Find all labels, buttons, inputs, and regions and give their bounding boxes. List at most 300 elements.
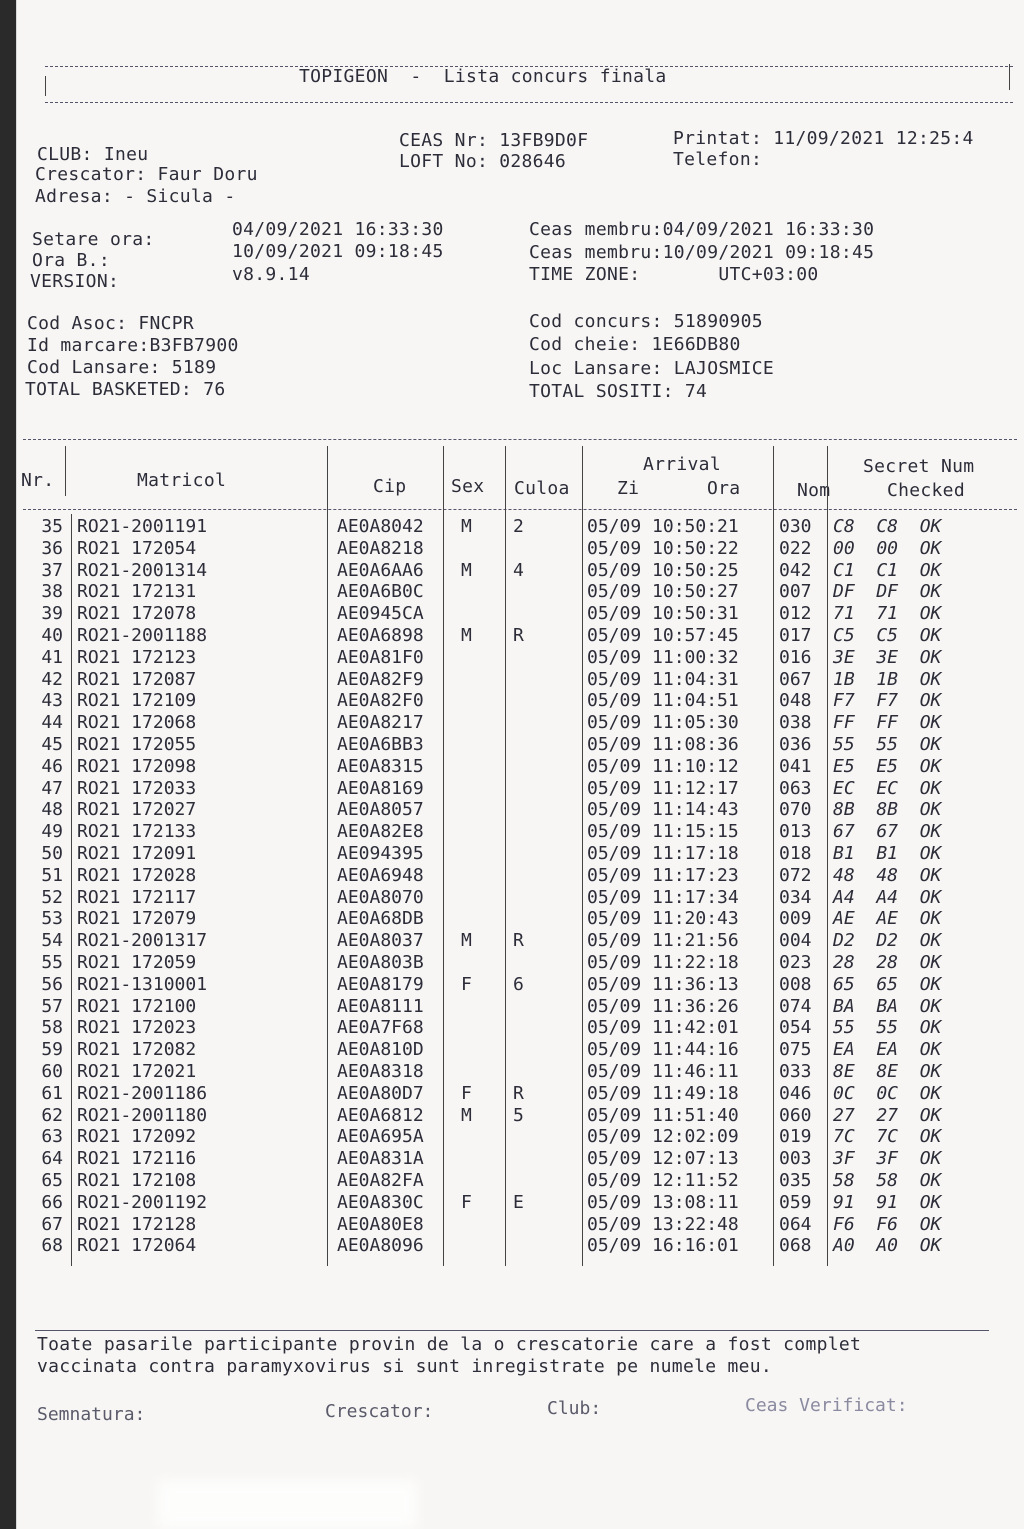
cell-arrival: 05/09 10:50:31 bbox=[587, 603, 739, 625]
cell-nom: 060 bbox=[779, 1104, 812, 1126]
cell-nr: 40 bbox=[41, 625, 63, 646]
version-label: VERSION: bbox=[30, 271, 120, 292]
cell-cip: AE0A830C bbox=[337, 1191, 424, 1213]
cell-matricol: RO21 172100 bbox=[77, 995, 197, 1017]
cell-secret: FF FF OK bbox=[833, 712, 942, 734]
cell-secret: 3E 3E OK bbox=[833, 646, 942, 668]
cell-nr: 63 bbox=[41, 1126, 63, 1148]
cell-nom: 034 bbox=[779, 886, 812, 908]
cell-nr: 55 bbox=[41, 952, 63, 973]
cell-nr: 59 bbox=[41, 1039, 63, 1061]
ora-b-value: 10/09/2021 09:18:45 bbox=[232, 241, 444, 262]
cell-cip: AE0A8111 bbox=[337, 995, 424, 1017]
cell-nom: 016 bbox=[779, 646, 812, 668]
cell-nom: 003 bbox=[779, 1148, 812, 1170]
table-row bbox=[17, 538, 1024, 560]
table-row bbox=[17, 778, 1024, 800]
cell-nom: 012 bbox=[779, 603, 812, 625]
table-row bbox=[17, 516, 1024, 538]
cell-sex: M bbox=[461, 1104, 472, 1126]
cell-secret: C1 C1 OK bbox=[833, 559, 942, 581]
loft-no: LOFT No: 028646 bbox=[399, 151, 567, 172]
cell-cip: AE094395 bbox=[337, 843, 424, 864]
cell-sex: F bbox=[461, 1191, 472, 1213]
cell-cip: AE0A6812 bbox=[337, 1104, 424, 1126]
table-row bbox=[17, 603, 1024, 625]
table-row bbox=[17, 734, 1024, 756]
table-row bbox=[17, 669, 1024, 691]
cell-cip: AE0A8042 bbox=[337, 516, 424, 537]
cell-nr: 64 bbox=[41, 1148, 63, 1170]
cell-culoa: R bbox=[513, 930, 524, 952]
cell-secret: 48 48 OK bbox=[833, 864, 942, 886]
total-sositi: TOTAL SOSITI: 74 bbox=[529, 381, 708, 402]
cell-matricol: RO21 172128 bbox=[77, 1213, 197, 1235]
cell-secret: 0C 0C OK bbox=[833, 1082, 942, 1104]
header-cip: Cip bbox=[373, 476, 407, 497]
printout-paper bbox=[16, 0, 1024, 1529]
table-header-top-rule bbox=[23, 439, 1017, 440]
cell-matricol: RO21-1310001 bbox=[77, 973, 208, 995]
cell-matricol: RO21 172028 bbox=[77, 864, 197, 886]
cell-sex: F bbox=[461, 1082, 472, 1104]
cell-cip: AE0A80E8 bbox=[337, 1213, 424, 1235]
cell-secret: C8 C8 OK bbox=[833, 516, 942, 537]
cell-arrival: 05/09 11:20:43 bbox=[587, 908, 739, 930]
table-row bbox=[17, 1148, 1024, 1170]
cell-cip: AE0A8179 bbox=[337, 973, 424, 995]
cell-matricol: RO21 172054 bbox=[77, 537, 197, 559]
cell-nom: 023 bbox=[779, 952, 812, 973]
cell-arrival: 05/09 12:02:09 bbox=[587, 1126, 739, 1148]
cell-nom: 004 bbox=[779, 930, 812, 952]
table-row bbox=[17, 930, 1024, 952]
cell-nr: 46 bbox=[41, 755, 63, 777]
cell-matricol: RO21 172055 bbox=[77, 734, 197, 755]
ceas-nr: CEAS Nr: 13FB9D0F bbox=[399, 130, 589, 151]
header-ora: Ora bbox=[707, 478, 741, 499]
cell-nom: 033 bbox=[779, 1061, 812, 1082]
ora-b-label: Ora B.: bbox=[32, 250, 110, 271]
cell-nr: 44 bbox=[41, 712, 63, 734]
cell-matricol: RO21 172023 bbox=[77, 1017, 197, 1039]
cell-secret: F7 F7 OK bbox=[833, 690, 942, 712]
cell-nom: 018 bbox=[779, 843, 812, 864]
cell-secret: 28 28 OK bbox=[833, 952, 942, 973]
cell-cip: AE0A82FA bbox=[337, 1170, 424, 1191]
cell-matricol: RO21 172117 bbox=[77, 886, 197, 908]
cell-nom: 067 bbox=[779, 668, 812, 690]
cell-arrival: 05/09 11:04:31 bbox=[587, 668, 739, 690]
table-row bbox=[17, 908, 1024, 930]
cell-nr: 54 bbox=[41, 930, 63, 952]
cell-secret: B1 B1 OK bbox=[833, 843, 942, 864]
cell-arrival: 05/09 10:50:27 bbox=[587, 581, 739, 603]
header-secret: Secret Num bbox=[863, 456, 975, 477]
ceas-membru-1: Ceas membru:04/09/2021 16:33:30 bbox=[529, 219, 875, 240]
cell-arrival: 05/09 11:17:18 bbox=[587, 843, 739, 864]
cell-matricol: RO21 172133 bbox=[77, 821, 197, 843]
cell-secret: 8E 8E OK bbox=[833, 1061, 942, 1082]
cell-nr: 42 bbox=[41, 668, 63, 690]
cell-cip: AE0A6948 bbox=[337, 864, 424, 886]
cell-nom: 013 bbox=[779, 821, 812, 843]
table-row bbox=[17, 996, 1024, 1018]
cell-nom: 019 bbox=[779, 1126, 812, 1148]
cell-cip: AE0A82E8 bbox=[337, 821, 424, 843]
table-row bbox=[17, 756, 1024, 778]
cell-matricol: RO21 172123 bbox=[77, 646, 197, 668]
title-box-left bbox=[45, 76, 46, 96]
table-row bbox=[17, 1214, 1024, 1236]
cell-arrival: 05/09 16:16:01 bbox=[587, 1235, 739, 1257]
cell-arrival: 05/09 11:44:16 bbox=[587, 1039, 739, 1061]
cell-cip: AE0A80D7 bbox=[337, 1082, 424, 1104]
cell-culoa: 4 bbox=[513, 559, 524, 581]
cell-cip: AE0A82F9 bbox=[337, 668, 424, 690]
table-row bbox=[17, 843, 1024, 865]
cell-nom: 054 bbox=[779, 1017, 812, 1039]
cell-matricol: RO21 172108 bbox=[77, 1170, 197, 1191]
cell-cip: AE0A8070 bbox=[337, 886, 424, 908]
cell-cip: AE0A6AA6 bbox=[337, 559, 424, 581]
cell-nom: 042 bbox=[779, 559, 812, 581]
cell-arrival: 05/09 13:22:48 bbox=[587, 1213, 739, 1235]
table-row bbox=[17, 974, 1024, 996]
cell-matricol: RO21 172021 bbox=[77, 1061, 197, 1082]
cell-secret: 8B 8B OK bbox=[833, 799, 942, 821]
cell-nr: 62 bbox=[41, 1104, 63, 1126]
cell-nr: 65 bbox=[41, 1170, 63, 1191]
cell-cip: AE0A8096 bbox=[337, 1235, 424, 1257]
setare-ora-label: Setare ora: bbox=[32, 229, 155, 250]
cell-cip: AE0A6B0C bbox=[337, 581, 424, 603]
header-culoa: Culoa bbox=[514, 478, 570, 499]
header-sex: Sex bbox=[451, 476, 485, 497]
cell-nr: 56 bbox=[41, 973, 63, 995]
cell-secret: 00 00 OK bbox=[833, 537, 942, 559]
footer-rule bbox=[35, 1330, 989, 1331]
cell-secret: D2 D2 OK bbox=[833, 930, 942, 952]
cell-nom: 035 bbox=[779, 1170, 812, 1191]
cell-matricol: RO21-2001188 bbox=[77, 625, 208, 646]
header-checked: Checked bbox=[887, 480, 965, 501]
cell-nr: 50 bbox=[41, 843, 63, 864]
cell-nom: 038 bbox=[779, 712, 812, 734]
title-box-bottom bbox=[45, 102, 1013, 103]
table-row bbox=[17, 1017, 1024, 1039]
cell-arrival: 05/09 11:08:36 bbox=[587, 734, 739, 755]
cell-cip: AE0A82F0 bbox=[337, 690, 424, 712]
cell-matricol: RO21 172092 bbox=[77, 1126, 197, 1148]
cell-nr: 38 bbox=[41, 581, 63, 603]
cell-nom: 007 bbox=[779, 581, 812, 603]
cell-cip: AE0A6BB3 bbox=[337, 734, 424, 755]
cell-nom: 064 bbox=[779, 1213, 812, 1235]
cell-nom: 068 bbox=[779, 1235, 812, 1257]
cell-nom: 074 bbox=[779, 995, 812, 1017]
cod-cheie: Cod cheie: 1E66DB80 bbox=[529, 334, 741, 355]
signature-label: Semnatura: bbox=[37, 1404, 146, 1425]
cell-matricol: RO21 172091 bbox=[77, 843, 197, 864]
page-title: TOPIGEON - Lista concurs finala bbox=[299, 66, 667, 87]
cell-secret: 27 27 OK bbox=[833, 1104, 942, 1126]
cell-matricol: RO21 172079 bbox=[77, 908, 197, 930]
cell-arrival: 05/09 12:07:13 bbox=[587, 1148, 739, 1170]
header-zi: Zi bbox=[617, 478, 640, 499]
cell-secret: A0 A0 OK bbox=[833, 1235, 942, 1257]
cell-cip: AE0A8315 bbox=[337, 755, 424, 777]
cell-matricol: RO21 172027 bbox=[77, 799, 197, 821]
cell-matricol: RO21 172064 bbox=[77, 1235, 197, 1257]
cell-cip: AE0945CA bbox=[337, 603, 424, 625]
cell-nom: 075 bbox=[779, 1039, 812, 1061]
cell-arrival: 05/09 11:22:18 bbox=[587, 952, 739, 973]
cell-matricol: RO21 172082 bbox=[77, 1039, 197, 1061]
cell-nom: 008 bbox=[779, 973, 812, 995]
cell-culoa: 5 bbox=[513, 1104, 524, 1126]
cell-nom: 036 bbox=[779, 734, 812, 755]
cell-nr: 49 bbox=[41, 821, 63, 843]
cell-nom: 059 bbox=[779, 1191, 812, 1213]
cell-cip: AE0A8037 bbox=[337, 930, 424, 952]
cell-nom: 022 bbox=[779, 537, 812, 559]
cell-nom: 017 bbox=[779, 625, 812, 646]
cell-cip: AE0A695A bbox=[337, 1126, 424, 1148]
cell-matricol: RO21 172109 bbox=[77, 690, 197, 712]
header-matricol: Matricol bbox=[137, 470, 227, 491]
cell-matricol: RO21-2001314 bbox=[77, 559, 208, 581]
table-row bbox=[17, 1192, 1024, 1214]
total-basketed: TOTAL BASKETED: 76 bbox=[25, 379, 226, 400]
cell-matricol: RO21 172098 bbox=[77, 755, 197, 777]
cell-nr: 52 bbox=[41, 886, 63, 908]
cell-nr: 48 bbox=[41, 799, 63, 821]
setare-ora-value: 04/09/2021 16:33:30 bbox=[232, 219, 444, 240]
cell-nom: 070 bbox=[779, 799, 812, 821]
cell-secret: 67 67 OK bbox=[833, 821, 942, 843]
clock-verified-label: Ceas Verificat: bbox=[745, 1395, 908, 1416]
cell-arrival: 05/09 10:50:25 bbox=[587, 559, 739, 581]
cell-secret: 3F 3F OK bbox=[833, 1148, 942, 1170]
cell-secret: F6 F6 OK bbox=[833, 1213, 942, 1235]
cell-nr: 51 bbox=[41, 864, 63, 886]
cell-arrival: 05/09 11:14:43 bbox=[587, 799, 739, 821]
cell-sex: M bbox=[461, 516, 472, 537]
cell-arrival: 05/09 11:04:51 bbox=[587, 690, 739, 712]
cell-arrival: 05/09 11:21:56 bbox=[587, 930, 739, 952]
cell-sex: F bbox=[461, 973, 472, 995]
cell-secret: EA EA OK bbox=[833, 1039, 942, 1061]
cell-secret: 7C 7C OK bbox=[833, 1126, 942, 1148]
paper-glare bbox=[157, 1480, 417, 1529]
cell-nr: 58 bbox=[41, 1017, 63, 1039]
cell-arrival: 05/09 11:36:13 bbox=[587, 973, 739, 995]
cell-matricol: RO21 172059 bbox=[77, 952, 197, 973]
time-zone: TIME ZONE: UTC+03:00 bbox=[529, 264, 819, 285]
cell-matricol: RO21-2001317 bbox=[77, 930, 208, 952]
table-row bbox=[17, 712, 1024, 734]
cell-cip: AE0A7F68 bbox=[337, 1017, 424, 1039]
cell-nr: 60 bbox=[41, 1061, 63, 1082]
header-nom: Nom bbox=[797, 480, 831, 501]
cell-cip: AE0A8057 bbox=[337, 799, 424, 821]
cell-culoa: 6 bbox=[513, 973, 524, 995]
cell-arrival: 05/09 11:17:23 bbox=[587, 864, 739, 886]
cod-asoc: Cod Asoc: FNCPR bbox=[27, 313, 195, 334]
cell-cip: AE0A831A bbox=[337, 1148, 424, 1170]
cell-secret: AE AE OK bbox=[833, 908, 942, 930]
table-row bbox=[17, 1235, 1024, 1257]
table-row bbox=[17, 865, 1024, 887]
cell-arrival: 05/09 11:42:01 bbox=[587, 1017, 739, 1039]
table-row bbox=[17, 690, 1024, 712]
cell-arrival: 05/09 11:36:26 bbox=[587, 995, 739, 1017]
cell-nr: 43 bbox=[41, 690, 63, 712]
cell-matricol: RO21-2001186 bbox=[77, 1082, 208, 1104]
table-row bbox=[17, 799, 1024, 821]
version-value: v8.9.14 bbox=[232, 264, 310, 285]
cell-secret: 55 55 OK bbox=[833, 1017, 942, 1039]
table-row bbox=[17, 1061, 1024, 1083]
cell-culoa: E bbox=[513, 1191, 524, 1213]
cell-nr: 41 bbox=[41, 646, 63, 668]
cell-cip: AE0A8217 bbox=[337, 712, 424, 734]
cell-matricol: RO21 172087 bbox=[77, 668, 197, 690]
cell-nr: 53 bbox=[41, 908, 63, 930]
title-box-right bbox=[1009, 64, 1010, 90]
table-row bbox=[17, 1126, 1024, 1148]
cell-nr: 37 bbox=[41, 559, 63, 581]
cell-nom: 072 bbox=[779, 864, 812, 886]
cell-matricol: RO21 172033 bbox=[77, 777, 197, 799]
table-row bbox=[17, 1083, 1024, 1105]
cell-nr: 36 bbox=[41, 537, 63, 559]
cell-secret: A4 A4 OK bbox=[833, 886, 942, 908]
cell-secret: 65 65 OK bbox=[833, 973, 942, 995]
cell-nr: 45 bbox=[41, 734, 63, 755]
cell-arrival: 05/09 10:50:21 bbox=[587, 516, 739, 537]
cell-arrival: 05/09 10:50:22 bbox=[587, 537, 739, 559]
table-row bbox=[17, 887, 1024, 909]
cell-cip: AE0A8169 bbox=[337, 777, 424, 799]
table-row bbox=[17, 821, 1024, 843]
loc-lansare: Loc Lansare: LAJOSMICE bbox=[529, 358, 775, 379]
cell-secret: 1B 1B OK bbox=[833, 668, 942, 690]
cell-nr: 68 bbox=[41, 1235, 63, 1257]
header-nr: Nr. bbox=[21, 470, 55, 491]
printat: Printat: 11/09/2021 12:25:4 bbox=[673, 128, 974, 149]
cell-secret: C5 C5 OK bbox=[833, 625, 942, 646]
cell-arrival: 05/09 12:11:52 bbox=[587, 1170, 739, 1191]
cell-nr: 35 bbox=[41, 516, 63, 537]
club: CLUB: Ineu bbox=[37, 144, 149, 165]
telefon: Telefon: bbox=[673, 149, 763, 170]
cell-matricol: RO21-2001192 bbox=[77, 1191, 208, 1213]
table-row bbox=[17, 952, 1024, 974]
cell-cip: AE0A810D bbox=[337, 1039, 424, 1061]
cell-secret: E5 E5 OK bbox=[833, 755, 942, 777]
cell-matricol: RO21 172068 bbox=[77, 712, 197, 734]
cell-sex: M bbox=[461, 559, 472, 581]
cell-arrival: 05/09 11:49:18 bbox=[587, 1082, 739, 1104]
cod-lansare: Cod Lansare: 5189 bbox=[27, 357, 217, 378]
cell-nr: 67 bbox=[41, 1213, 63, 1235]
cell-culoa: R bbox=[513, 625, 524, 646]
table-row bbox=[17, 625, 1024, 647]
cell-arrival: 05/09 10:57:45 bbox=[587, 625, 739, 646]
declaration-line-1: Toate pasarile participante provin de la o crescatorie care a fost complet bbox=[37, 1334, 862, 1355]
table-row bbox=[17, 1039, 1024, 1061]
cell-cip: AE0A6898 bbox=[337, 625, 424, 646]
cell-nom: 048 bbox=[779, 690, 812, 712]
crescator: Crescator: Faur Doru bbox=[35, 164, 258, 185]
table-header-bottom-rule bbox=[23, 509, 1017, 510]
ceas-membru-2: Ceas membru:10/09/2021 09:18:45 bbox=[529, 242, 875, 263]
cell-cip: AE0A803B bbox=[337, 952, 424, 973]
table-row bbox=[17, 1170, 1024, 1192]
table-row bbox=[17, 581, 1024, 603]
cell-nr: 66 bbox=[41, 1191, 63, 1213]
cell-sex: M bbox=[461, 930, 472, 952]
header-arrival: Arrival bbox=[643, 454, 721, 475]
cell-cip: AE0A8218 bbox=[337, 537, 424, 559]
cell-secret: 71 71 OK bbox=[833, 603, 942, 625]
cell-arrival: 05/09 11:00:32 bbox=[587, 646, 739, 668]
crescator-signature-label: Crescator: bbox=[325, 1401, 434, 1422]
cell-nom: 046 bbox=[779, 1082, 812, 1104]
cell-secret: DF DF OK bbox=[833, 581, 942, 603]
cell-culoa: R bbox=[513, 1082, 524, 1104]
table-row bbox=[17, 1105, 1024, 1127]
adresa: Adresa: - Sicula - bbox=[35, 186, 236, 207]
cell-matricol: RO21 172116 bbox=[77, 1148, 197, 1170]
cell-nr: 61 bbox=[41, 1082, 63, 1104]
cell-matricol: RO21 172131 bbox=[77, 581, 197, 603]
club-signature-label: Club: bbox=[547, 1398, 602, 1419]
cell-secret: EC EC OK bbox=[833, 777, 942, 799]
id-marcare: Id marcare:B3FB7900 bbox=[27, 335, 239, 356]
cell-secret: BA BA OK bbox=[833, 995, 942, 1017]
cell-cip: AE0A68DB bbox=[337, 908, 424, 930]
cell-arrival: 05/09 11:12:17 bbox=[587, 777, 739, 799]
cell-secret: 58 58 OK bbox=[833, 1170, 942, 1191]
table-row bbox=[17, 647, 1024, 669]
cell-cip: AE0A8318 bbox=[337, 1061, 424, 1082]
cell-culoa: 2 bbox=[513, 516, 524, 537]
cell-nom: 009 bbox=[779, 908, 812, 930]
cell-arrival: 05/09 11:46:11 bbox=[587, 1061, 739, 1082]
cell-matricol: RO21-2001180 bbox=[77, 1104, 208, 1126]
cell-arrival: 05/09 11:10:12 bbox=[587, 755, 739, 777]
cell-arrival: 05/09 13:08:11 bbox=[587, 1191, 739, 1213]
cell-sex: M bbox=[461, 625, 472, 646]
cell-matricol: RO21 172078 bbox=[77, 603, 197, 625]
cell-nr: 57 bbox=[41, 995, 63, 1017]
cell-secret: 91 91 OK bbox=[833, 1191, 942, 1213]
table-row bbox=[17, 560, 1024, 582]
cod-concurs: Cod concurs: 51890905 bbox=[529, 311, 763, 332]
cell-nr: 47 bbox=[41, 777, 63, 799]
cell-matricol: RO21-2001191 bbox=[77, 516, 208, 537]
cell-arrival: 05/09 11:51:40 bbox=[587, 1104, 739, 1126]
cell-arrival: 05/09 11:17:34 bbox=[587, 886, 739, 908]
cell-nom: 063 bbox=[779, 777, 812, 799]
cell-nom: 041 bbox=[779, 755, 812, 777]
col-sep-nr bbox=[65, 446, 66, 496]
declaration-line-2: vaccinata contra paramyxovirus si sunt inregistrate pe numele meu. bbox=[37, 1356, 773, 1377]
cell-secret: 55 55 OK bbox=[833, 734, 942, 755]
